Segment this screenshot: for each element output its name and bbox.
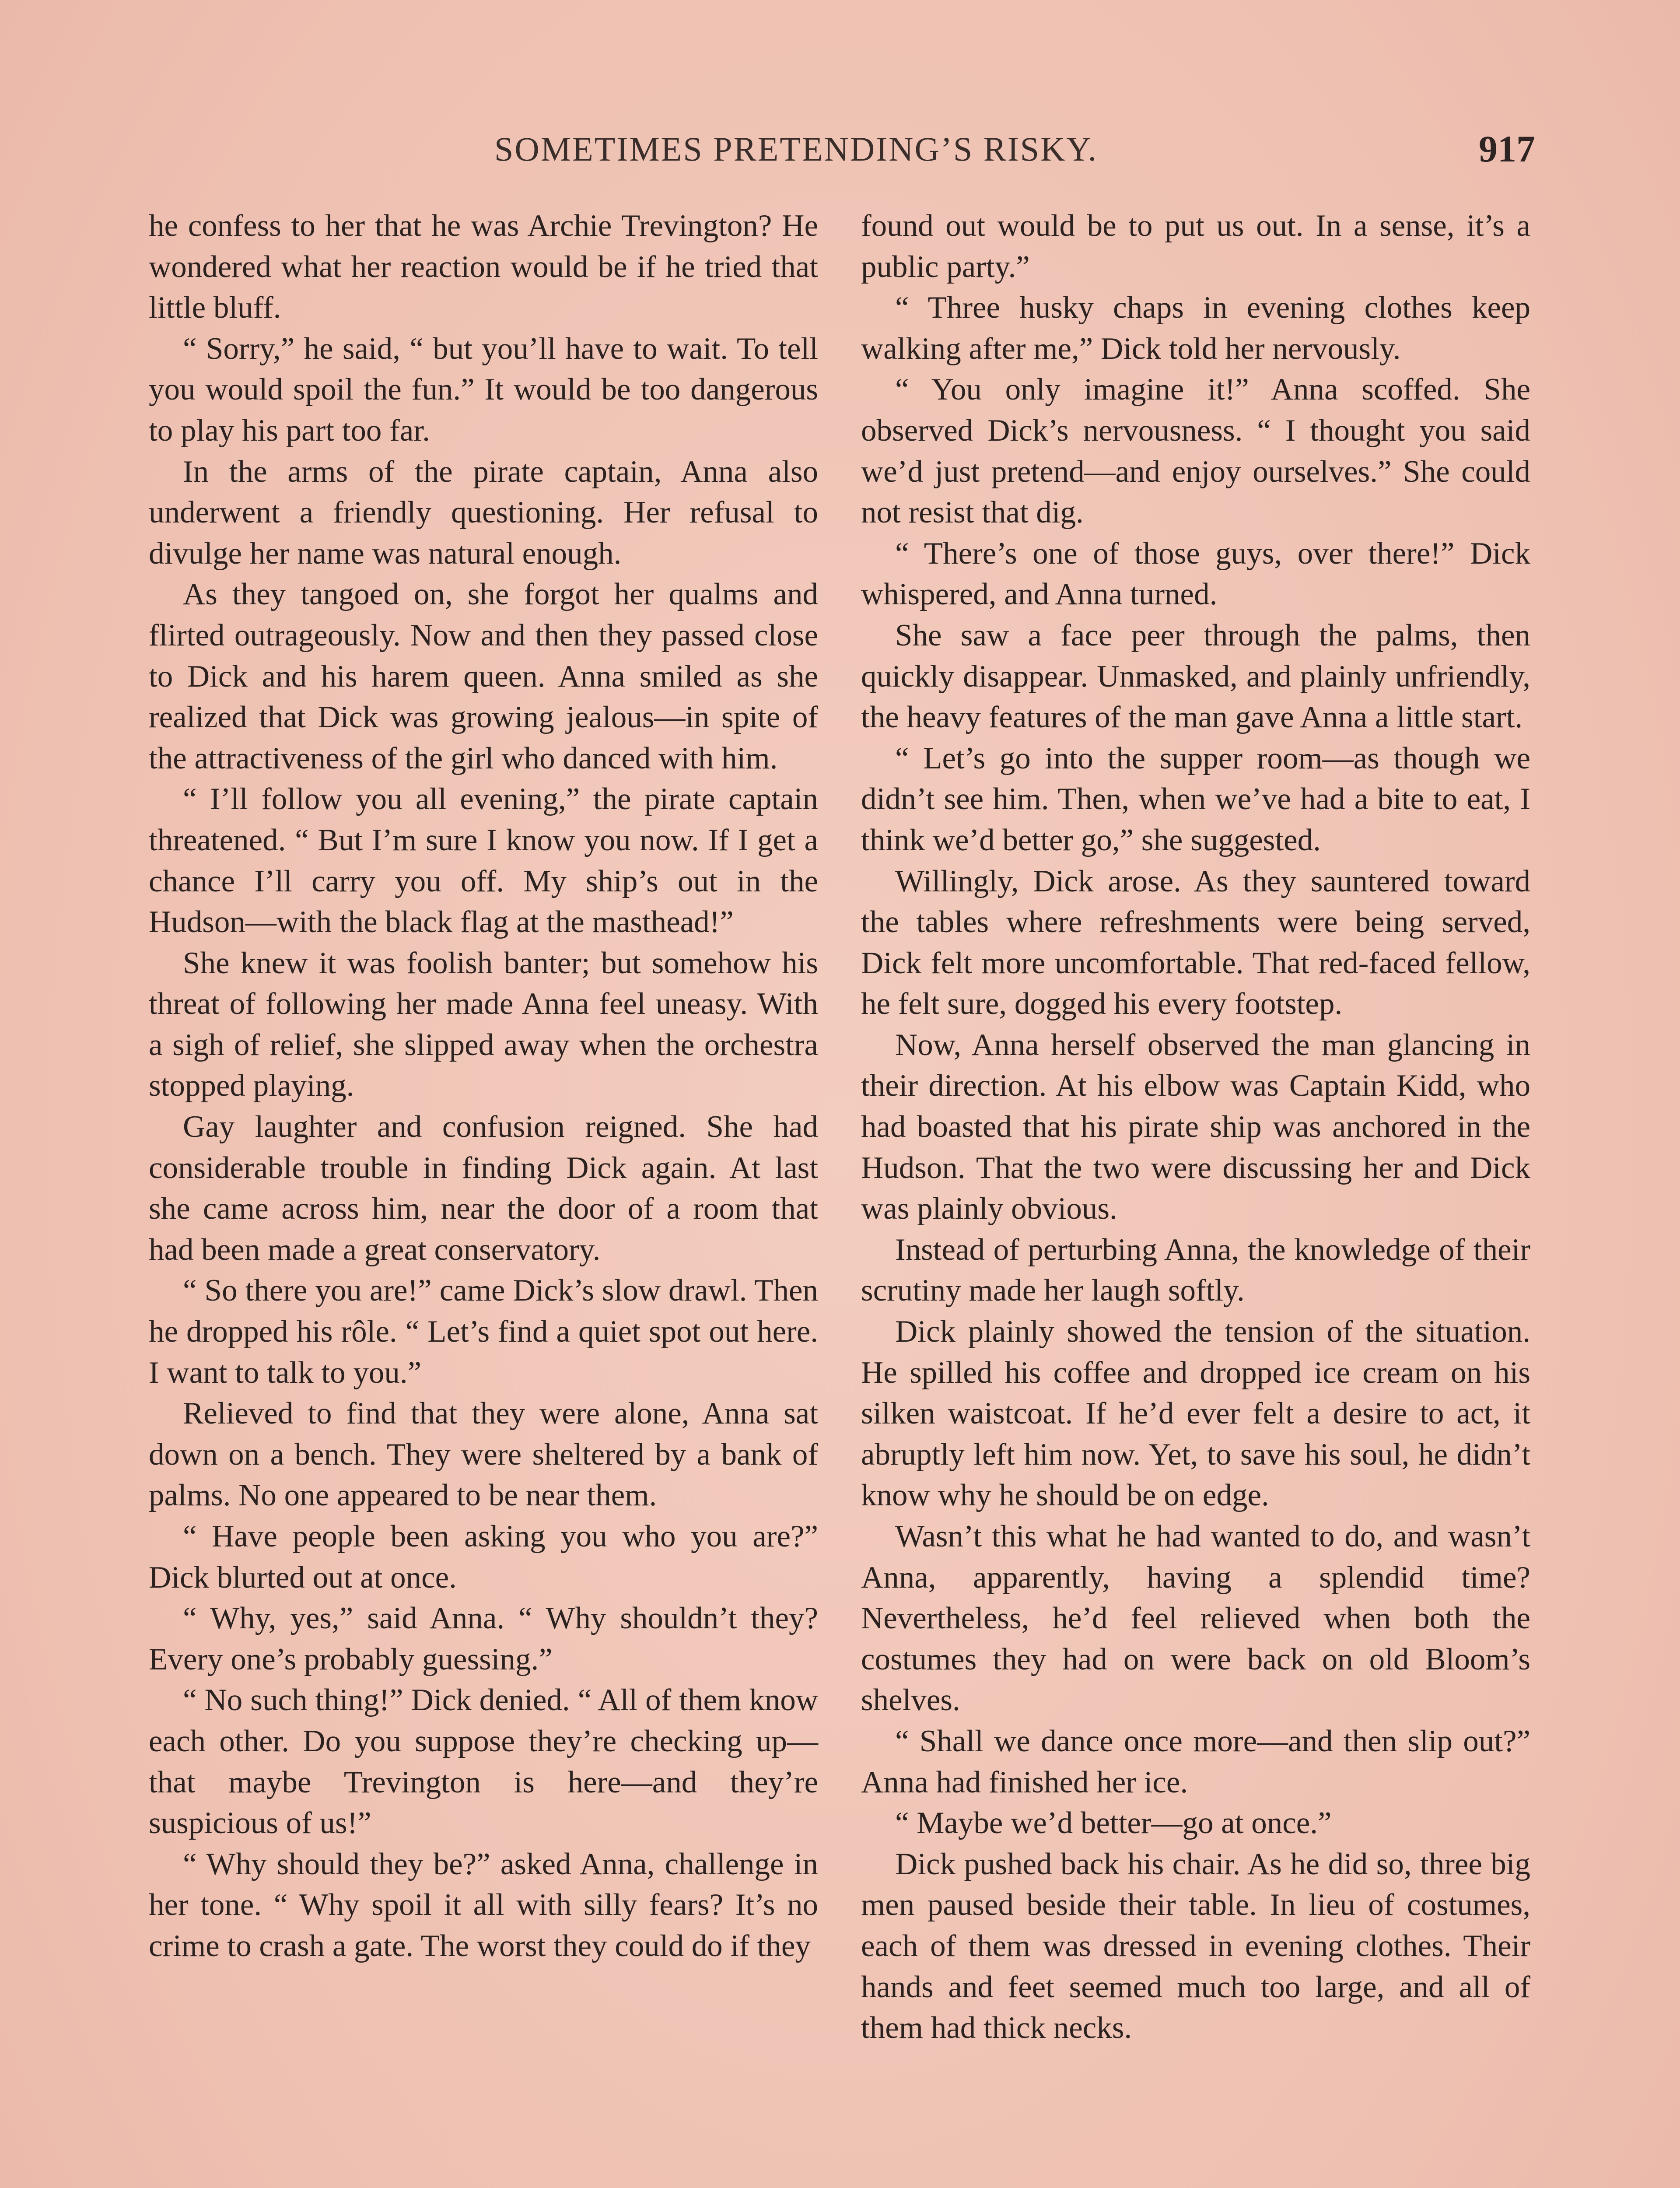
paragraph: “ Have people been asking you who you are?” Dick blurted out at once. xyxy=(149,1519,818,1595)
paragraph: “ You only imagine it!” Anna scoffed. She observed Dick’s nervousness. “ I thought you said we’d just pretend—and enjoy ourselves.” She could not resist that dig. xyxy=(861,372,1530,530)
paragraph: “ So there you are!” came Dick’s slow drawl. Then he dropped his rôle. “ Let’s find a quiet spot out here. I want to talk to you.” xyxy=(149,1273,818,1390)
paragraph: “ Why should they be?” asked Anna, challenge in her tone. “ Why spoil it all with silly fears? It’s no crime to crash a gate. The worst they could do if they xyxy=(149,1847,818,1963)
right-text-column xyxy=(861,206,1530,2049)
paragraph: he confess to her that he was Archie Trevington? He wondered what her reaction would be if he tried that little bluff. xyxy=(149,209,818,325)
running-head: SOMETIMES PRETENDING’S RISKY. xyxy=(494,130,1098,168)
paragraph: found out would be to put us out. In a sense, it’s a public party.” xyxy=(861,209,1530,284)
paragraph: As they tangoed on, she forgot her qualms and flirted outrageously. Now and then they passed close to Dick and his harem queen. Anna smiled as she realized that Dick was growing jealous—in spite of the attractiveness of the girl who danced with him. xyxy=(149,577,818,775)
paragraph: “ Three husky chaps in evening clothes keep walking after me,” Dick told her nervously. xyxy=(861,291,1530,366)
paragraph: “ Why, yes,” said Anna. “ Why shouldn’t they? Every one’s probably guessing.” xyxy=(149,1601,818,1676)
paragraph: She knew it was foolish banter; but somehow his threat of following her made Anna feel uneasy. With a sigh of relief, she slipped away when the orchestra stopped playing. xyxy=(149,946,818,1103)
paragraph: “ Shall we dance once more—and then slip out?” Anna had finished her ice. xyxy=(861,1724,1530,1799)
paragraph: She saw a face peer through the palms, then quickly disappear. Unmasked, and plainly unfriendly, the heavy features of the man gave Anna a little start. xyxy=(861,618,1530,735)
page-number: 917 xyxy=(1479,128,1535,170)
paragraph: “ There’s one of those guys, over there!” Dick whispered, and Anna turned. xyxy=(861,536,1530,612)
paragraph: Instead of perturbing Anna, the knowledge of their scrutiny made her laugh softly. xyxy=(861,1232,1530,1308)
paragraph: Dick plainly showed the tension of the situation. He spilled his coffee and dropped ice cream on his silken waistcoat. If he’d ever felt a desire to act, it abruptly left him now. Yet, to save his soul, he didn’t know why he should be on edge. xyxy=(861,1315,1530,1513)
page-header xyxy=(494,130,1544,182)
paragraph: Now, Anna herself observed the man glancing in their direction. At his elbow was Captain Kidd, who had boasted that his pirate ship was anchored in the Hudson. That the two were discussing her and Dick was plainly obvious. xyxy=(861,1027,1530,1226)
paragraph: Gay laughter and confusion reigned. She had considerable trouble in finding Dick again. At last she came across him, near the door of a room that had been made a great conservatory. xyxy=(149,1110,818,1267)
paragraph: In the arms of the pirate captain, Anna also underwent a friendly questioning. Her refusal to divulge her name was natural enough. xyxy=(149,454,818,571)
paragraph: “ Maybe we’d better—go at once.” xyxy=(895,1806,1332,1841)
left-text-column xyxy=(149,206,818,1967)
paragraph: Willingly, Dick arose. As they sauntered toward the tables where refreshments were being served, Dick felt more uncomfortable. That red-faced fellow, he felt sure, dogged his every footstep. xyxy=(861,864,1530,1021)
paragraph: Wasn’t this what he had wanted to do, and wasn’t Anna, apparently, having a splendid time? Nevertheless, he’d feel relieved when both the costumes they had on were back on old Bloom’s shelves. xyxy=(861,1519,1530,1718)
paragraph: “ I’ll follow you all evening,” the pirate captain threatened. “ But I’m sure I know you now. If I get a chance I’ll carry you off. My ship’s out in the Hudson—with the black flag at the masthead!” xyxy=(149,782,818,940)
paragraph: “ Sorry,” he said, “ but you’ll have to wait. To tell you would spoil the fun.” It would be too dangerous to play his part too far. xyxy=(149,331,818,448)
paragraph: “ No such thing!” Dick denied. “ All of them know each other. Do you suppose they’re checking up—that maybe Trevington is here—and they’re suspicious of us!” xyxy=(149,1683,818,1841)
paragraph: Dick pushed back his chair. As he did so, three big men paused beside their table. In lieu of costumes, each of them was dressed in evening clothes. Their hands and feet seemed much too large, and all of them had thick necks. xyxy=(861,1847,1530,2045)
paragraph: “ Let’s go into the supper room—as though we didn’t see him. Then, when we’ve had a bite to eat, I think we’d better go,” she suggested. xyxy=(861,741,1530,857)
paragraph: Relieved to find that they were alone, Anna sat down on a bench. They were sheltered by a bank of palms. No one appeared to be near them. xyxy=(149,1396,818,1513)
